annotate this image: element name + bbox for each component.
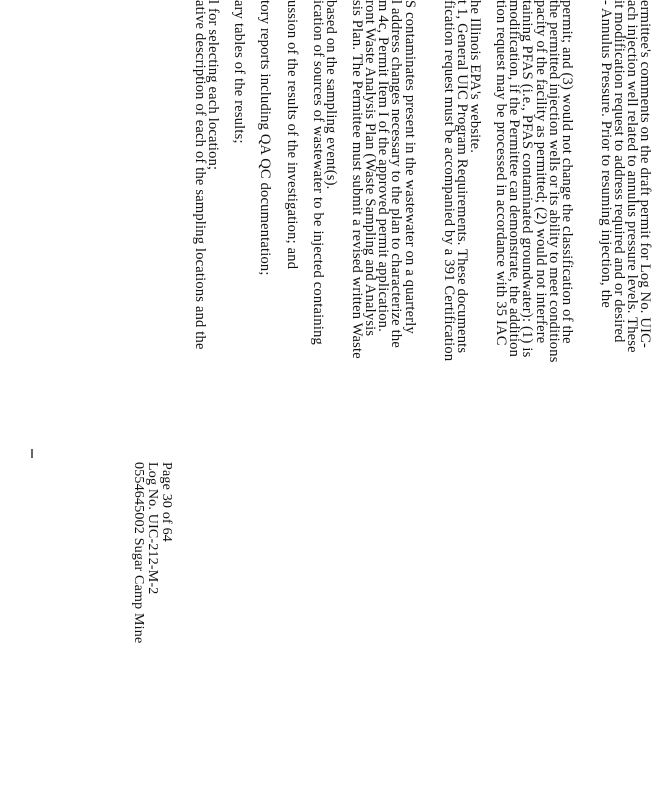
body-line: ermittee's comments on the draft permit for Log No. UIC- bbox=[637, 0, 653, 349]
body-line: m 4c, Permit Item I of the approved permit application. bbox=[375, 0, 392, 332]
body-line: ach injection well related to annulus pressure levels. These bbox=[624, 0, 641, 353]
body-line: ary tables of the results; bbox=[231, 0, 248, 144]
body-line: ussion of the results of the investigation; and bbox=[283, 0, 300, 270]
body-line: tory reports including QA QC documentation; bbox=[257, 0, 274, 276]
body-line: it modification request to address required and or desired bbox=[611, 0, 628, 343]
body-line: modification, if the Permittee can demonstrate, the addition bbox=[506, 0, 523, 358]
body-line: S contaminates present in the wastewater on a quarterly bbox=[401, 0, 418, 334]
body-line: ront Waste Analysis Plan (Waste Sampling and Analysis bbox=[362, 0, 379, 337]
body-line: permit; and (3) would not change the classification of the bbox=[558, 0, 575, 344]
body-line: taining PFAS (i.e., PFAS contaminated groundwater): (1) is bbox=[519, 0, 536, 358]
body-line: pacity of the facility as permitted; (2) would not interfere bbox=[532, 0, 549, 344]
header-permit-number: 0554645002 Sugar Camp Mine bbox=[131, 462, 146, 644]
body-line: l address changes necessary to the plan to characterize the bbox=[388, 0, 405, 348]
body-line: sis Plan. The Permittee must submit a revised written Waste bbox=[349, 0, 366, 359]
body-line: - Annulus Pressure. Prior to resuming injection, the bbox=[598, 0, 615, 309]
header-page-number: Page 30 of 64 bbox=[159, 462, 174, 542]
body-line: he Illinois EPA's website. bbox=[467, 0, 484, 154]
body-line: tion request may be processed in accordance with 35 IAC bbox=[493, 0, 510, 346]
body-line: t 1, General UIC Program Requirements. These documents bbox=[454, 0, 470, 354]
body-line: the permitted injection wells or its ability to meet conditions bbox=[545, 0, 562, 363]
body-line: l for selecting each location; bbox=[205, 0, 222, 171]
body-line: ative description of each of the sampling locations and the bbox=[192, 0, 208, 350]
header-log-number: Log No. UIC-212-M-2 bbox=[145, 462, 160, 595]
body-line: fication request must be accompanied by a 391 Certification bbox=[440, 0, 457, 362]
body-line: based on the sampling event(s). bbox=[323, 0, 339, 190]
body-line: ication of sources of wastewater to be injected containing bbox=[309, 0, 326, 345]
